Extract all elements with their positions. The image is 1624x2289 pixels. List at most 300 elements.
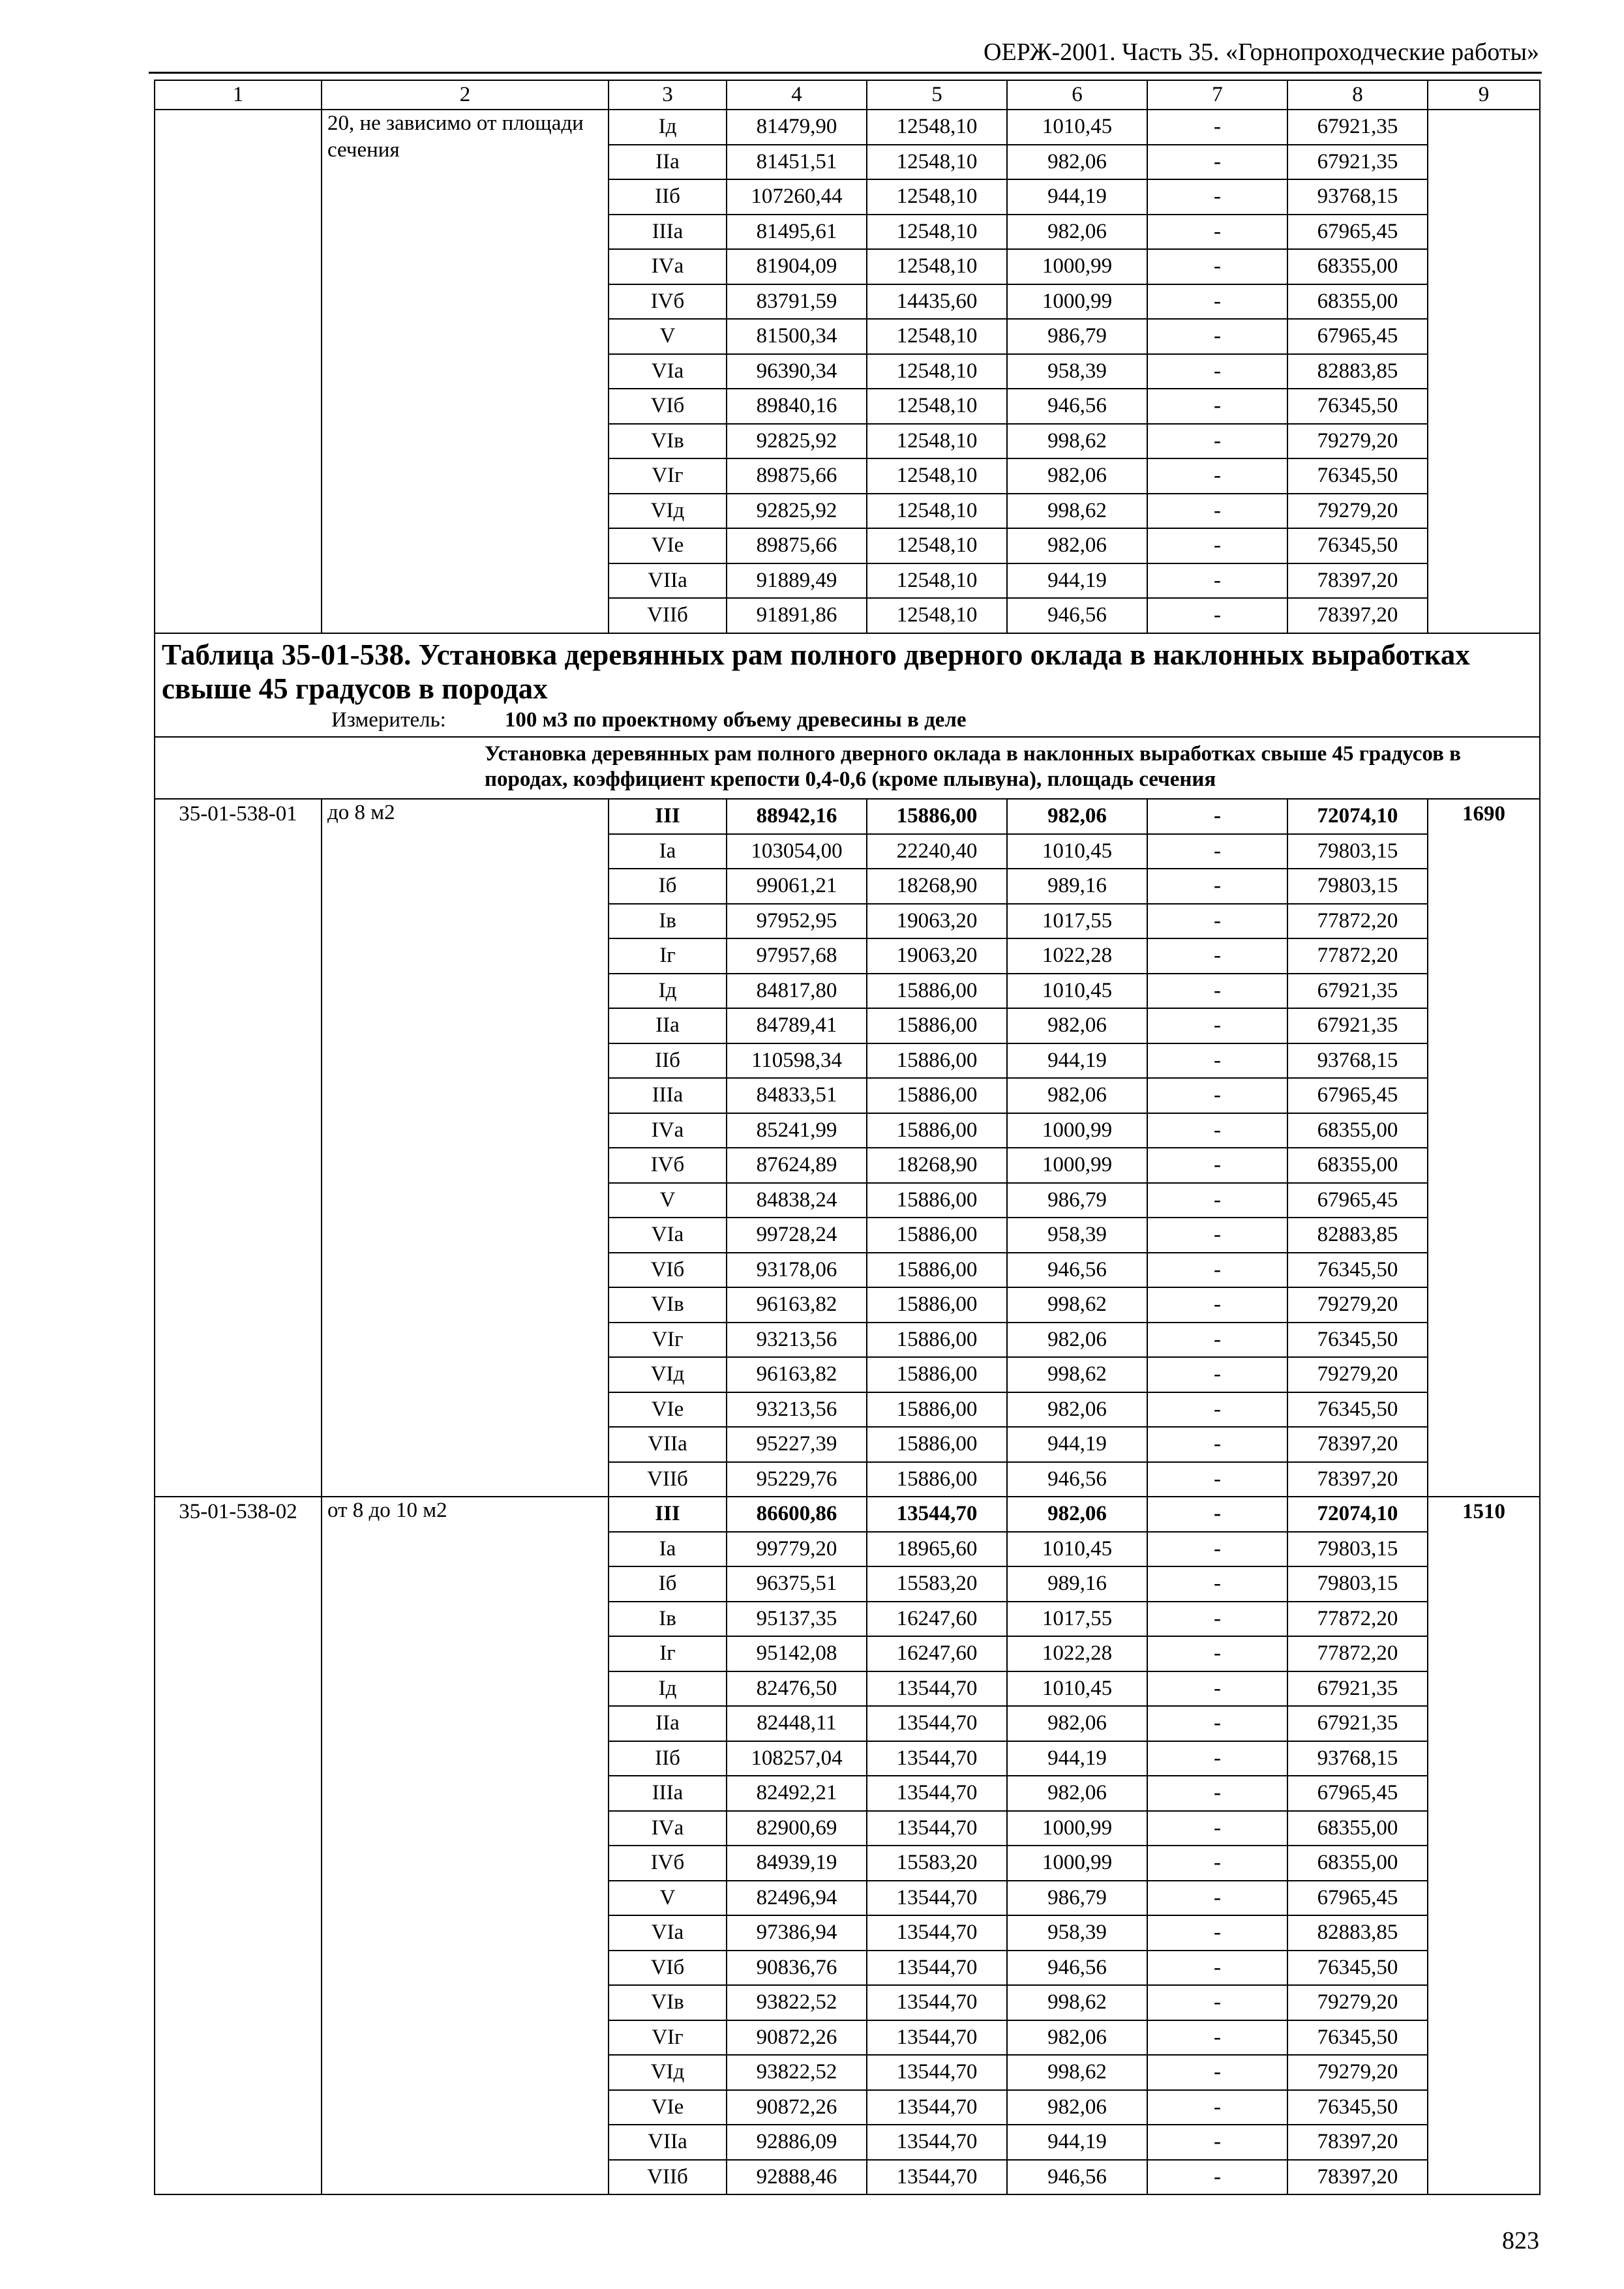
cell-col-6: 1000,99	[1007, 1811, 1147, 1846]
cell-col-7: -	[1147, 904, 1287, 939]
cell-col-6: 998,62	[1007, 1287, 1147, 1323]
cell-col-5: 15886,00	[867, 974, 1007, 1009]
cell-col-3: IVа	[609, 249, 727, 284]
cell-col-5: 16247,60	[867, 1602, 1007, 1637]
cell-col-5: 13544,70	[867, 1706, 1007, 1741]
cell-col-3: VIб	[609, 1253, 727, 1288]
cell-col-6: 1010,45	[1007, 1671, 1147, 1707]
cell-col-7: -	[1147, 869, 1287, 904]
cell-col-8: 79279,20	[1287, 1985, 1428, 2020]
cell-col-3: IIIа	[609, 1078, 727, 1113]
cell-col-5: 15886,00	[867, 1078, 1007, 1113]
cell-col-4: 96163,82	[727, 1357, 867, 1392]
cell-col-8: 76345,50	[1287, 528, 1428, 563]
cell-col-3: IIа	[609, 1706, 727, 1741]
cell-col-6: 1000,99	[1007, 249, 1147, 284]
column-number-8: 8	[1287, 80, 1428, 110]
cell-col-4: 95142,08	[727, 1636, 867, 1671]
cell-col-7: -	[1147, 2160, 1287, 2195]
cell-col-5: 15583,20	[867, 1846, 1007, 1881]
cell-col-8: 82883,85	[1287, 1218, 1428, 1253]
cell-col-7: -	[1147, 938, 1287, 974]
cell-col-6: 986,79	[1007, 1881, 1147, 1916]
cell-col-3: IIа	[609, 145, 727, 180]
cell-col-8: 79279,20	[1287, 494, 1428, 529]
cell-col-8: 67921,35	[1287, 974, 1428, 1009]
cell-col-8: 79279,20	[1287, 424, 1428, 459]
cell-col-5: 15886,00	[867, 1218, 1007, 1253]
cell-col-5: 15886,00	[867, 1462, 1007, 1497]
cell-col-8: 78397,20	[1287, 2160, 1428, 2195]
cell-col-5: 15583,20	[867, 1566, 1007, 1602]
cell-col-4: 107260,44	[727, 179, 867, 215]
cell-col-6: 998,62	[1007, 2055, 1147, 2090]
cell-col-6: 986,79	[1007, 1183, 1147, 1218]
cell-col-7: -	[1147, 1636, 1287, 1671]
cell-col-5: 18268,90	[867, 869, 1007, 904]
running-header: ОЕРЖ-2001. Часть 35. «Горнопроходческие работы»	[984, 38, 1539, 66]
cell-col-3: IVб	[609, 284, 727, 320]
cell-col-8: 78397,20	[1287, 1462, 1428, 1497]
cell-col-7: -	[1147, 389, 1287, 424]
cell-col-6: 944,19	[1007, 563, 1147, 599]
row-col9: 1690	[1428, 799, 1540, 1497]
cell-col-5: 14435,60	[867, 284, 1007, 320]
cell-col-6: 982,06	[1007, 1392, 1147, 1428]
cell-col-5: 13544,70	[867, 2160, 1007, 2195]
cell-col-8: 76345,50	[1287, 389, 1428, 424]
cell-col-7: -	[1147, 2020, 1287, 2056]
cell-col-4: 89840,16	[727, 389, 867, 424]
cell-col-3: IVа	[609, 1811, 727, 1846]
cell-col-7: -	[1147, 1113, 1287, 1148]
cell-col-5: 15886,00	[867, 1392, 1007, 1428]
cell-col-3: VIIб	[609, 1462, 727, 1497]
cell-col-6: 982,06	[1007, 215, 1147, 250]
cell-col-4: 92825,92	[727, 424, 867, 459]
cell-col-5: 13544,70	[867, 1985, 1007, 2020]
cell-col-3: IIIа	[609, 215, 727, 250]
cell-col-6: 946,56	[1007, 2160, 1147, 2195]
cell-col-7: -	[1147, 284, 1287, 320]
cell-col-6: 982,06	[1007, 528, 1147, 563]
cell-col-8: 72074,10	[1287, 799, 1428, 834]
cell-col-8: 79803,15	[1287, 1566, 1428, 1602]
cell-col-3: Iб	[609, 1566, 727, 1602]
cell-col-3: VIв	[609, 1287, 727, 1323]
cell-col-3: Iа	[609, 1532, 727, 1567]
cell-col-8: 67965,45	[1287, 319, 1428, 354]
cell-col-4: 96390,34	[727, 354, 867, 389]
cell-col-4: 90836,76	[727, 1951, 867, 1986]
cell-col-4: 84833,51	[727, 1078, 867, 1113]
cell-col-4: 92886,09	[727, 2125, 867, 2160]
cell-col-7: -	[1147, 1915, 1287, 1951]
row-description: 20, не зависимо от площади сечения	[322, 110, 609, 633]
cell-col-6: 958,39	[1007, 354, 1147, 389]
cell-col-6: 958,39	[1007, 1218, 1147, 1253]
cell-col-8: 76345,50	[1287, 1253, 1428, 1288]
cell-col-5: 12548,10	[867, 598, 1007, 633]
cell-col-6: 944,19	[1007, 179, 1147, 215]
cell-col-5: 18268,90	[867, 1148, 1007, 1183]
cell-col-5: 12548,10	[867, 563, 1007, 599]
cell-col-3: IVб	[609, 1846, 727, 1881]
cell-col-5: 12548,10	[867, 179, 1007, 215]
cell-col-7: -	[1147, 1776, 1287, 1811]
cell-col-5: 19063,20	[867, 938, 1007, 974]
cell-col-8: 76345,50	[1287, 2090, 1428, 2125]
cell-col-6: 982,06	[1007, 799, 1147, 834]
cell-col-4: 92888,46	[727, 2160, 867, 2195]
cell-col-6: 989,16	[1007, 869, 1147, 904]
cell-col-6: 1010,45	[1007, 1532, 1147, 1567]
cell-col-5: 13544,70	[867, 2125, 1007, 2160]
cell-col-4: 93822,52	[727, 2055, 867, 2090]
cell-col-6: 982,06	[1007, 1008, 1147, 1043]
cell-col-6: 982,06	[1007, 2020, 1147, 2056]
cell-col-7: -	[1147, 494, 1287, 529]
cell-col-3: Iд	[609, 974, 727, 1009]
row-code: 35-01-538-01	[155, 799, 322, 1497]
cell-col-4: 81495,61	[727, 215, 867, 250]
cell-col-4: 87624,89	[727, 1148, 867, 1183]
cell-col-4: 85241,99	[727, 1113, 867, 1148]
cell-col-4: 81904,09	[727, 249, 867, 284]
cell-col-6: 1010,45	[1007, 974, 1147, 1009]
cell-col-8: 67965,45	[1287, 1078, 1428, 1113]
cell-col-5: 15886,00	[867, 1183, 1007, 1218]
row-col9: 1510	[1428, 1497, 1540, 2194]
cell-col-7: -	[1147, 1846, 1287, 1881]
cell-col-5: 16247,60	[867, 1636, 1007, 1671]
column-number-3: 3	[609, 80, 727, 110]
cell-col-3: III	[609, 1497, 727, 1532]
cell-col-8: 76345,50	[1287, 2020, 1428, 2056]
row-description: до 8 м2	[322, 799, 609, 1497]
cell-col-7: -	[1147, 528, 1287, 563]
cell-col-7: -	[1147, 1951, 1287, 1986]
cell-col-8: 76345,50	[1287, 1392, 1428, 1428]
cell-col-6: 998,62	[1007, 424, 1147, 459]
cell-col-5: 15886,00	[867, 1253, 1007, 1288]
cell-col-7: -	[1147, 1881, 1287, 1916]
cell-col-7: -	[1147, 110, 1287, 145]
cell-col-3: VIа	[609, 1218, 727, 1253]
page-number: 823	[1502, 2227, 1539, 2254]
cell-col-8: 67921,35	[1287, 1706, 1428, 1741]
cell-col-3: Iд	[609, 1671, 727, 1707]
header-rule	[149, 72, 1542, 74]
row-description: от 8 до 10 м2	[322, 1497, 609, 2194]
column-number-4: 4	[727, 80, 867, 110]
row-code: 35-01-538-02	[155, 1497, 322, 2194]
cell-col-6: 1022,28	[1007, 938, 1147, 974]
cell-col-3: VIб	[609, 389, 727, 424]
cell-col-8: 82883,85	[1287, 1915, 1428, 1951]
cell-col-7: -	[1147, 215, 1287, 250]
cell-col-4: 97952,95	[727, 904, 867, 939]
cell-col-8: 67965,45	[1287, 215, 1428, 250]
cell-col-5: 19063,20	[867, 904, 1007, 939]
cell-col-7: -	[1147, 1008, 1287, 1043]
cell-col-7: -	[1147, 1043, 1287, 1079]
cell-col-8: 78397,20	[1287, 563, 1428, 599]
cell-col-6: 946,56	[1007, 1253, 1147, 1288]
cell-col-4: 81451,51	[727, 145, 867, 180]
cell-col-3: VIIа	[609, 2125, 727, 2160]
cell-col-6: 982,06	[1007, 145, 1147, 180]
cell-col-3: VIе	[609, 528, 727, 563]
cell-col-4: 92825,92	[727, 494, 867, 529]
section-note-row	[155, 737, 1540, 799]
column-number-row	[155, 80, 1540, 110]
unit-line	[331, 710, 1533, 731]
cell-col-6: 1000,99	[1007, 1846, 1147, 1881]
cell-col-7: -	[1147, 563, 1287, 599]
cell-col-8: 93768,15	[1287, 179, 1428, 215]
cell-col-7: -	[1147, 1985, 1287, 2020]
cell-col-4: 84817,80	[727, 974, 867, 1009]
cell-col-7: -	[1147, 319, 1287, 354]
cell-col-7: -	[1147, 354, 1287, 389]
cell-col-3: VIе	[609, 2090, 727, 2125]
cell-col-6: 1017,55	[1007, 1602, 1147, 1637]
cell-col-5: 12548,10	[867, 458, 1007, 494]
cell-col-4: 90872,26	[727, 2090, 867, 2125]
cell-col-8: 67921,35	[1287, 1008, 1428, 1043]
cell-col-4: 95229,76	[727, 1462, 867, 1497]
table-title: Таблица 35-01-538. Установка деревянных рам полного дверного оклада в наклонных выработках свыше 45 градусов в породах	[162, 638, 1470, 705]
cell-col-7: -	[1147, 1218, 1287, 1253]
column-number-2: 2	[322, 80, 609, 110]
cell-col-5: 12548,10	[867, 528, 1007, 563]
cell-col-3: Iв	[609, 904, 727, 939]
cell-col-8: 68355,00	[1287, 249, 1428, 284]
cell-col-8: 77872,20	[1287, 1636, 1428, 1671]
cell-col-7: -	[1147, 1253, 1287, 1288]
cell-col-8: 79279,20	[1287, 1287, 1428, 1323]
cell-col-6: 1000,99	[1007, 284, 1147, 320]
cell-col-6: 944,19	[1007, 1741, 1147, 1776]
cell-col-5: 12548,10	[867, 494, 1007, 529]
cell-col-5: 15886,00	[867, 1287, 1007, 1323]
column-number-9: 9	[1428, 80, 1540, 110]
cell-col-5: 13544,70	[867, 1915, 1007, 1951]
cell-col-6: 946,56	[1007, 598, 1147, 633]
cell-col-3: VIIб	[609, 598, 727, 633]
cell-col-7: -	[1147, 424, 1287, 459]
cell-col-4: 81500,34	[727, 319, 867, 354]
cell-col-7: -	[1147, 2055, 1287, 2090]
cell-col-4: 91889,49	[727, 563, 867, 599]
cell-col-6: 958,39	[1007, 1915, 1147, 1951]
cell-col-3: IVа	[609, 1113, 727, 1148]
unit-label: Измеритель:	[331, 708, 446, 732]
cell-col-8: 67965,45	[1287, 1183, 1428, 1218]
cell-col-5: 15886,00	[867, 1043, 1007, 1079]
cell-col-7: -	[1147, 458, 1287, 494]
cell-col-4: 82476,50	[727, 1671, 867, 1707]
cell-col-3: V	[609, 319, 727, 354]
cell-col-8: 67921,35	[1287, 145, 1428, 180]
cell-col-7: -	[1147, 1532, 1287, 1567]
cell-col-5: 15886,00	[867, 1113, 1007, 1148]
cell-col-5: 13544,70	[867, 1881, 1007, 1916]
cell-col-8: 78397,20	[1287, 2125, 1428, 2160]
column-number-6: 6	[1007, 80, 1147, 110]
cell-col-6: 982,06	[1007, 1323, 1147, 1358]
cell-col-3: VIа	[609, 1915, 727, 1951]
cell-col-8: 67965,45	[1287, 1776, 1428, 1811]
cell-col-8: 79803,15	[1287, 869, 1428, 904]
cell-col-8: 67921,35	[1287, 1671, 1428, 1707]
cell-col-5: 13544,70	[867, 2055, 1007, 2090]
cell-col-8: 79279,20	[1287, 2055, 1428, 2090]
cell-col-3: VIа	[609, 354, 727, 389]
cell-col-5: 13544,70	[867, 2020, 1007, 2056]
cell-col-3: VIг	[609, 2020, 727, 2056]
cell-col-5: 12548,10	[867, 110, 1007, 145]
cell-col-5: 15886,00	[867, 1357, 1007, 1392]
cell-col-6: 944,19	[1007, 1043, 1147, 1079]
cell-col-3: VIд	[609, 494, 727, 529]
cell-col-6: 982,06	[1007, 1776, 1147, 1811]
cell-col-7: -	[1147, 2125, 1287, 2160]
cell-col-3: IIб	[609, 1043, 727, 1079]
cell-col-7: -	[1147, 799, 1287, 834]
cell-col-3: Iг	[609, 938, 727, 974]
cell-col-3: IIб	[609, 1741, 727, 1776]
cell-col-3: Iб	[609, 869, 727, 904]
cell-col-3: VIг	[609, 458, 727, 494]
cell-col-4: 99061,21	[727, 869, 867, 904]
cell-col-6: 946,56	[1007, 1951, 1147, 1986]
cell-col-3: VIд	[609, 1357, 727, 1392]
cell-col-7: -	[1147, 1566, 1287, 1602]
table-row	[155, 1497, 1540, 1532]
cell-col-8: 68355,00	[1287, 284, 1428, 320]
cell-col-4: 84789,41	[727, 1008, 867, 1043]
cell-col-7: -	[1147, 1323, 1287, 1358]
cell-col-3: IIа	[609, 1008, 727, 1043]
cell-col-3: V	[609, 1881, 727, 1916]
row-col9	[1428, 110, 1540, 633]
cell-col-3: V	[609, 1183, 727, 1218]
cell-col-8: 78397,20	[1287, 598, 1428, 633]
cell-col-5: 13544,70	[867, 2090, 1007, 2125]
cell-col-3: IIб	[609, 179, 727, 215]
cell-col-6: 998,62	[1007, 1985, 1147, 2020]
cell-col-8: 76345,50	[1287, 1323, 1428, 1358]
cell-col-5: 12548,10	[867, 354, 1007, 389]
cell-col-4: 93178,06	[727, 1253, 867, 1288]
cell-col-7: -	[1147, 1078, 1287, 1113]
cell-col-7: -	[1147, 249, 1287, 284]
cell-col-4: 84939,19	[727, 1846, 867, 1881]
table-row	[155, 110, 1540, 145]
cell-col-8: 79279,20	[1287, 1357, 1428, 1392]
cell-col-7: -	[1147, 1706, 1287, 1741]
column-number-7: 7	[1147, 80, 1287, 110]
column-number-5: 5	[867, 80, 1007, 110]
cell-col-3: Iг	[609, 1636, 727, 1671]
cell-col-5: 12548,10	[867, 145, 1007, 180]
cell-col-8: 93768,15	[1287, 1043, 1428, 1079]
cell-col-6: 982,06	[1007, 458, 1147, 494]
section-title-row	[155, 633, 1540, 737]
cell-col-5: 12548,10	[867, 319, 1007, 354]
cell-col-6: 1022,28	[1007, 1636, 1147, 1671]
cell-col-4: 93213,56	[727, 1323, 867, 1358]
column-number-1: 1	[155, 80, 322, 110]
cell-col-8: 67965,45	[1287, 1881, 1428, 1916]
cell-col-7: -	[1147, 1148, 1287, 1183]
cell-col-3: VIIа	[609, 1427, 727, 1462]
cell-col-4: 96375,51	[727, 1566, 867, 1602]
cell-col-8: 77872,20	[1287, 938, 1428, 974]
cell-col-7: -	[1147, 2090, 1287, 2125]
cell-col-4: 91891,86	[727, 598, 867, 633]
cell-col-4: 103054,00	[727, 834, 867, 869]
cell-col-6: 998,62	[1007, 1357, 1147, 1392]
cell-col-3: VIIб	[609, 2160, 727, 2195]
cell-col-6: 946,56	[1007, 389, 1147, 424]
cell-col-8: 78397,20	[1287, 1427, 1428, 1462]
cell-col-3: III	[609, 799, 727, 834]
cell-col-4: 84838,24	[727, 1183, 867, 1218]
cell-col-3: Iа	[609, 834, 727, 869]
cell-col-8: 76345,50	[1287, 1951, 1428, 1986]
cell-col-4: 89875,66	[727, 458, 867, 494]
cell-col-3: VIд	[609, 2055, 727, 2090]
cell-col-6: 982,06	[1007, 1706, 1147, 1741]
cell-col-7: -	[1147, 1602, 1287, 1637]
cell-col-6: 946,56	[1007, 1462, 1147, 1497]
cell-col-3: IVб	[609, 1148, 727, 1183]
cell-col-4: 97957,68	[727, 938, 867, 974]
cell-col-5: 12548,10	[867, 249, 1007, 284]
cell-col-8: 93768,15	[1287, 1741, 1428, 1776]
cell-col-8: 72074,10	[1287, 1497, 1428, 1532]
cell-col-7: -	[1147, 1671, 1287, 1707]
cell-col-4: 97386,94	[727, 1915, 867, 1951]
cell-col-4: 99779,20	[727, 1532, 867, 1567]
cell-col-8: 68355,00	[1287, 1811, 1428, 1846]
cell-col-8: 77872,20	[1287, 1602, 1428, 1637]
cell-col-8: 79803,15	[1287, 1532, 1428, 1567]
unit-value: 100 м3 по проектному объему древесины в деле	[504, 708, 967, 732]
section-note: Установка деревянных рам полного дверного оклада в наклонных выработках свыше 45 градусов в породах, коэффициент крепости 0,4-0,6 (кроме плывуна), площадь сечения	[155, 737, 1540, 799]
cell-col-7: -	[1147, 1357, 1287, 1392]
cell-col-4: 88942,16	[727, 799, 867, 834]
cell-col-5: 13544,70	[867, 1741, 1007, 1776]
cell-col-4: 95137,35	[727, 1602, 867, 1637]
cell-col-7: -	[1147, 1497, 1287, 1532]
cell-col-8: 76345,50	[1287, 458, 1428, 494]
row-code	[155, 110, 322, 633]
cell-col-6: 944,19	[1007, 1427, 1147, 1462]
cell-col-5: 15886,00	[867, 1427, 1007, 1462]
cell-col-7: -	[1147, 1811, 1287, 1846]
cell-col-7: -	[1147, 598, 1287, 633]
cell-col-7: -	[1147, 1183, 1287, 1218]
cell-col-5: 22240,40	[867, 834, 1007, 869]
cell-col-6: 982,06	[1007, 1497, 1147, 1532]
cell-col-3: VIе	[609, 1392, 727, 1428]
cell-col-5: 12548,10	[867, 215, 1007, 250]
cell-col-6: 986,79	[1007, 319, 1147, 354]
